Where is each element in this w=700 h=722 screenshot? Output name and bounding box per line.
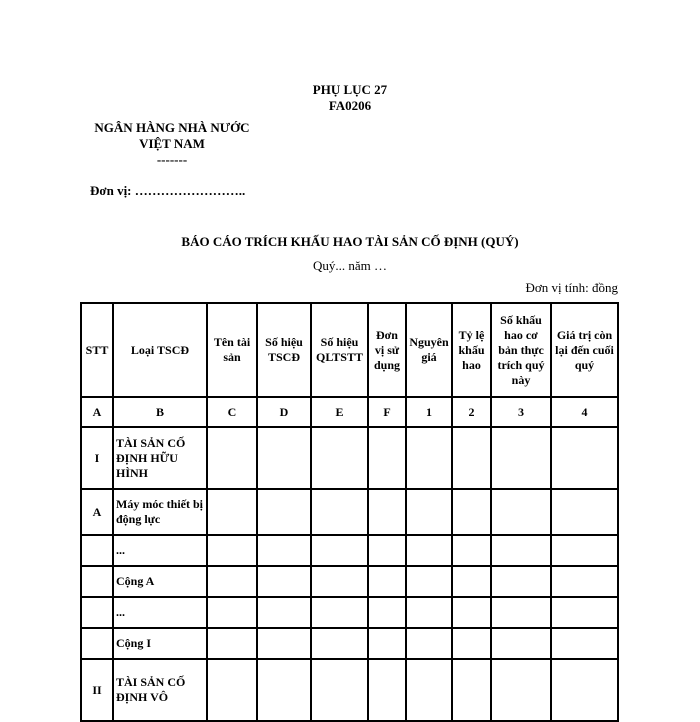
- table-row: [81, 659, 618, 721]
- report-title: BÁO CÁO TRÍCH KHẤU HAO TÀI SẢN CỐ ĐỊNH (QUÝ): [181, 234, 519, 249]
- report-period: Quý... năm …: [312, 258, 388, 273]
- row-stt: I: [81, 427, 113, 489]
- col-header-management-id: Số hiệu QLTSTT: [311, 303, 368, 397]
- table-row: [81, 597, 618, 628]
- form-code: FA0206: [328, 98, 372, 113]
- unit-field: Đơn vị: ……………………..: [90, 183, 246, 198]
- col-header-asset-id: Số hiệu TSCĐ: [257, 303, 311, 397]
- org-name-line2: VIỆT NAM: [139, 136, 205, 151]
- code-cell: B: [113, 397, 207, 427]
- col-header-quarter-depreciation: Số khấu hao cơ bản thực trích quý này: [491, 303, 551, 397]
- col-header-residual-value: Giá trị còn lại đến cuối quý: [551, 303, 618, 397]
- row-asset-type: Cộng A: [113, 566, 207, 597]
- col-header-asset-name: Tên tài sản: [207, 303, 257, 397]
- col-header-original-cost: Nguyên giá: [406, 303, 452, 397]
- appendix-label: [250, 82, 450, 114]
- code-cell: F: [368, 397, 406, 427]
- table-row: [81, 566, 618, 597]
- table-row: [81, 535, 618, 566]
- row-asset-type: Cộng I: [113, 628, 207, 659]
- table-row: [81, 489, 618, 535]
- code-cell: A: [81, 397, 113, 427]
- row-stt: [81, 566, 113, 597]
- table-row: [81, 427, 618, 489]
- col-header-stt: STT: [81, 303, 113, 397]
- code-cell: D: [257, 397, 311, 427]
- appendix-number: PHỤ LỤC 27: [312, 82, 388, 97]
- code-cell: 1: [406, 397, 452, 427]
- row-stt: [81, 628, 113, 659]
- org-separator: -------: [156, 152, 188, 167]
- code-cell: E: [311, 397, 368, 427]
- col-header-using-unit: Đơn vị sử dụng: [368, 303, 406, 397]
- row-asset-type: ...: [113, 597, 207, 628]
- org-name-line1: NGÂN HÀNG NHÀ NƯỚC: [94, 120, 250, 135]
- table-row: [81, 628, 618, 659]
- code-cell: 4: [551, 397, 618, 427]
- code-cell: C: [207, 397, 257, 427]
- row-stt: [81, 535, 113, 566]
- header-row: [81, 303, 618, 397]
- row-asset-type: TÀI SẢN CỐ ĐỊNH HỮU HÌNH: [113, 427, 207, 489]
- code-cell: 2: [452, 397, 491, 427]
- depreciation-table: [80, 302, 619, 722]
- row-stt: [81, 597, 113, 628]
- col-header-asset-type: Loại TSCĐ: [113, 303, 207, 397]
- row-stt: II: [81, 659, 113, 721]
- col-header-depreciation-rate: Tỷ lệ khấu hao: [452, 303, 491, 397]
- currency-unit: Đơn vị tính: đồng: [525, 280, 618, 295]
- code-cell: 3: [491, 397, 551, 427]
- row-asset-type: TÀI SẢN CỐ ĐỊNH VÔ: [113, 659, 207, 721]
- row-asset-type: ...: [113, 535, 207, 566]
- row-asset-type: Máy móc thiết bị động lực: [113, 489, 207, 535]
- row-stt: A: [81, 489, 113, 535]
- code-row: [81, 397, 618, 427]
- organization-block: [82, 120, 262, 168]
